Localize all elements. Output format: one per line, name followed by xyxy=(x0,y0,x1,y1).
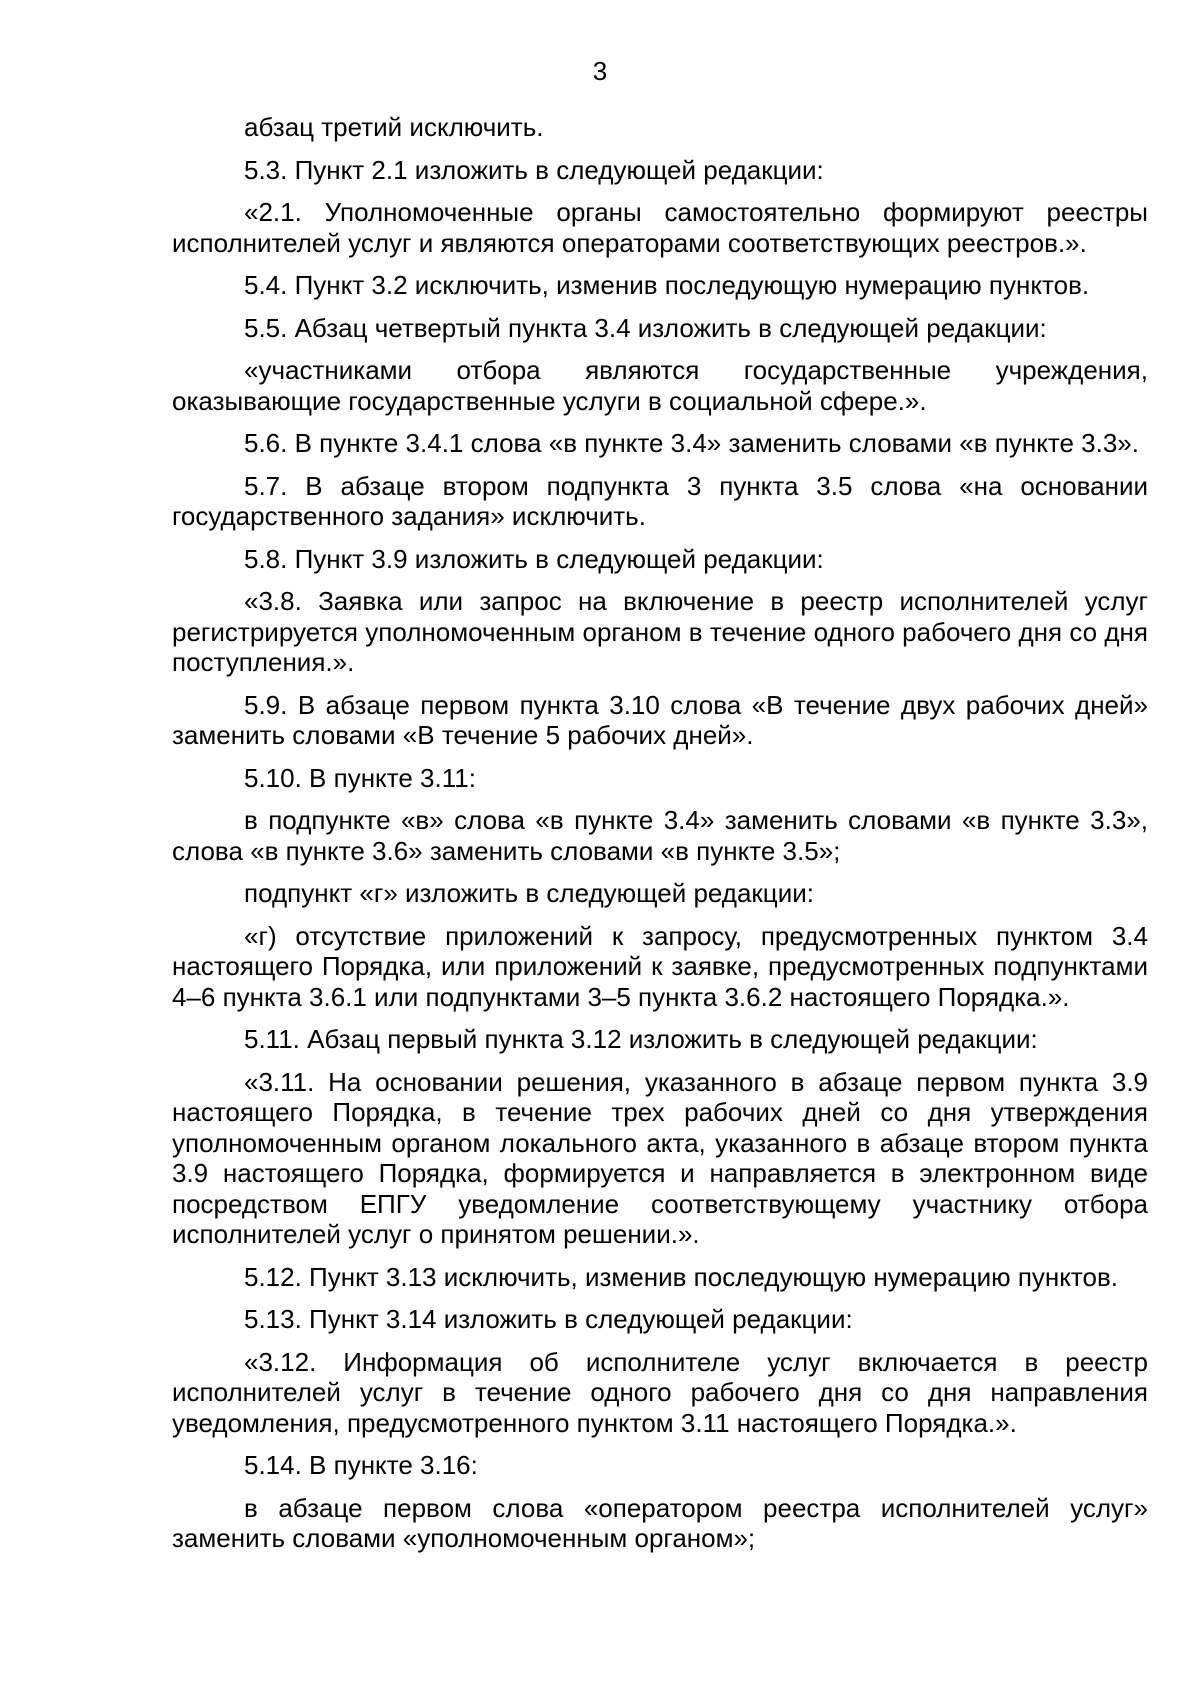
paragraph: 5.10. В пункте 3.11: xyxy=(244,762,476,793)
paragraph: 5.11. Абзац первый пункта 3.12 изложить в следующей редакции: xyxy=(244,1024,1038,1054)
paragraph: 5.9. В абзаце первом пункта 3.10 слова «В течение двух рабочих дней» заменить словами «В течение 5 рабочих дней». xyxy=(172,689,1148,750)
paragraph: 5.13. Пункт 3.14 изложить в следующей редакции: xyxy=(244,1304,853,1334)
paragraph: «г) отсутствие приложений к запросу, предусмотренных пунктом 3.4 настоящего Порядка, или приложений к заявке, предусмотренных подпунктами 4–6 пункта 3.6.1 или подпунктами 3–5 пункта 3.6.2 настоящего Порядка.». xyxy=(172,920,1148,1012)
paragraph: подпункт «г» изложить в следующей редакции: xyxy=(244,878,814,908)
paragraph: «участниками отбора являются государственные учреждения, оказывающие государственные услуги в социальной сфере.». xyxy=(172,355,1148,416)
paragraph: 5.8. Пункт 3.9 изложить в следующей редакции: xyxy=(244,543,824,574)
paragraph: 5.14. В пункте 3.16: xyxy=(244,1450,478,1480)
paragraph: «3.12. Информация об исполнителе услуг включается в реестр исполнителей услуг в течение одного рабочего дня со дня направления уведомления, предусмотренного пунктом 3.11 настоящего Порядка.». xyxy=(172,1346,1148,1438)
paragraph: 5.4. Пункт 3.2 исключить, изменив последующую нумерацию пунктов. xyxy=(244,270,1090,300)
paragraph: «3.8. Заявка или запрос на включение в реестр исполнителей услуг регистрируется уполномоченным органом в течение одного рабочего дня со дня поступления.». xyxy=(172,586,1148,677)
paragraph: абзац третий исключить. xyxy=(244,112,544,142)
page-number: 3 xyxy=(592,56,608,86)
paragraph: «3.11. На основании решения, указанного в абзаце первом пункта 3.9 настоящего Порядка, в течение трех рабочих дней со дня утверждения уполномоченным органом локального акта, указанного в абзаце втором пункта 3.9 настоящего Порядка, формируется и направляется в электронном виде посредством ЕПГУ уведомление соответствующему участнику отбора исполнителей услуг о принятом решении.». xyxy=(172,1066,1148,1249)
paragraph: в абзаце первом слова «оператором реестра исполнителей услуг» заменить словами «уполномоченным органом»; xyxy=(172,1492,1148,1553)
paragraph: в подпункте «в» слова «в пункте 3.4» заменить словами «в пункте 3.3», слова «в пункте 3.6» заменить словами «в пункте 3.5»; xyxy=(172,805,1148,866)
paragraph: 5.7. В абзаце втором подпункта 3 пункта 3.5 слова «на основании государственного задания» исключить. xyxy=(172,470,1148,531)
document-body xyxy=(172,112,1148,1566)
paragraph: «2.1. Уполномоченные органы самостоятельно формируют реестры исполнителей услуг и являются операторами соответствующих реестров.». xyxy=(172,197,1148,258)
paragraph: 5.12. Пункт 3.13 исключить, изменив последующую нумерацию пунктов. xyxy=(244,1261,1119,1292)
paragraph: 5.3. Пункт 2.1 изложить в следующей редакции: xyxy=(244,154,824,185)
paragraph: 5.5. Абзац четвертый пункта 3.4 изложить в следующей редакции: xyxy=(244,312,1047,343)
paragraph: 5.6. В пункте 3.4.1 слова «в пункте 3.4» заменить словами «в пункте 3.3». xyxy=(244,428,1139,458)
